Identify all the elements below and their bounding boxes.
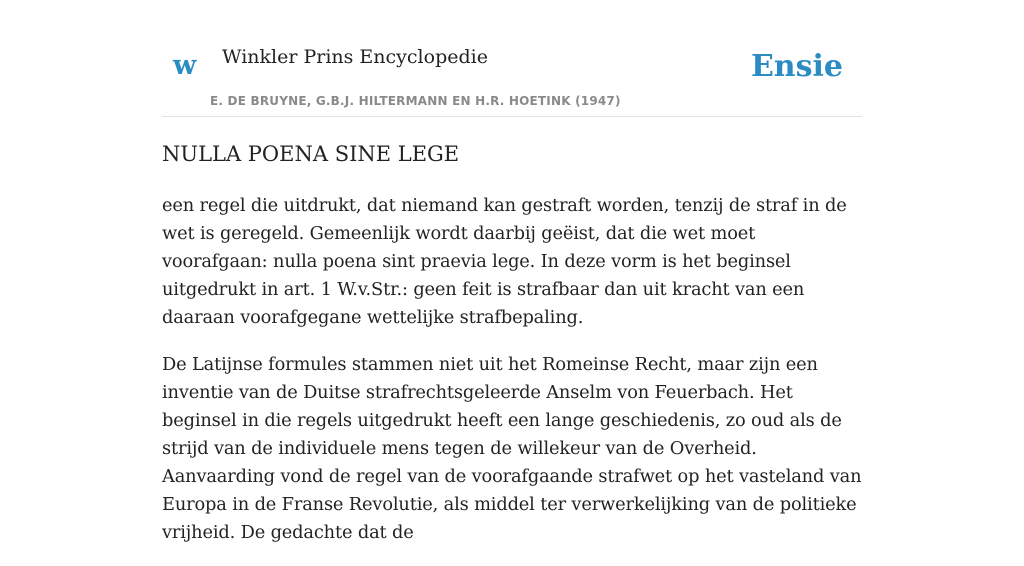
source-book-title[interactable]: Winkler Prins Encyclopedie <box>222 46 488 68</box>
source-header <box>162 0 862 117</box>
entry-title: NULLA POENA SINE LEGE <box>162 142 460 166</box>
ensie-brand-logo[interactable]: Ensie <box>750 49 843 84</box>
entry-body <box>162 192 862 566</box>
source-authors: E. DE BRUYNE, G.B.J. HILTERMANN EN H.R. HOETINK (1947) <box>210 94 621 108</box>
entry-paragraph-1: een regel die uitdrukt, dat niemand kan gestraft worden, tenzij de straf in de wet is geregeld. Gemeenlijk wordt daarbij geëist, dat die wet moet voorafgaan: nulla poena sint praevia lege. In deze vorm is het beginsel uitgedrukt in art. 1 W.v.Str.: geen feit is strafbaar dan uit kracht van een daaraan voorafgegane wettelijke strafbepaling. <box>162 195 847 328</box>
article-page <box>162 0 862 543</box>
winkler-prins-logo[interactable]: w <box>173 50 197 81</box>
entry-paragraph-2: De Latijnse formules stammen niet uit het Romeinse Recht, maar zijn een inventie van de Duitse strafrechtsgeleerde Anselm von Feuerbach. Het beginsel in die regels uitgedrukt heeft een lange geschiedenis, zo oud als de strijd van de individuele mens tegen de willekeur van de Overheid. Aanvaarding vond de regel van de voorafgaande strafwet op het vasteland van Europa in de Franse Revolutie, als middel ter verwerkelijking van de politieke vrijheid. De gedachte dat de <box>162 354 862 543</box>
